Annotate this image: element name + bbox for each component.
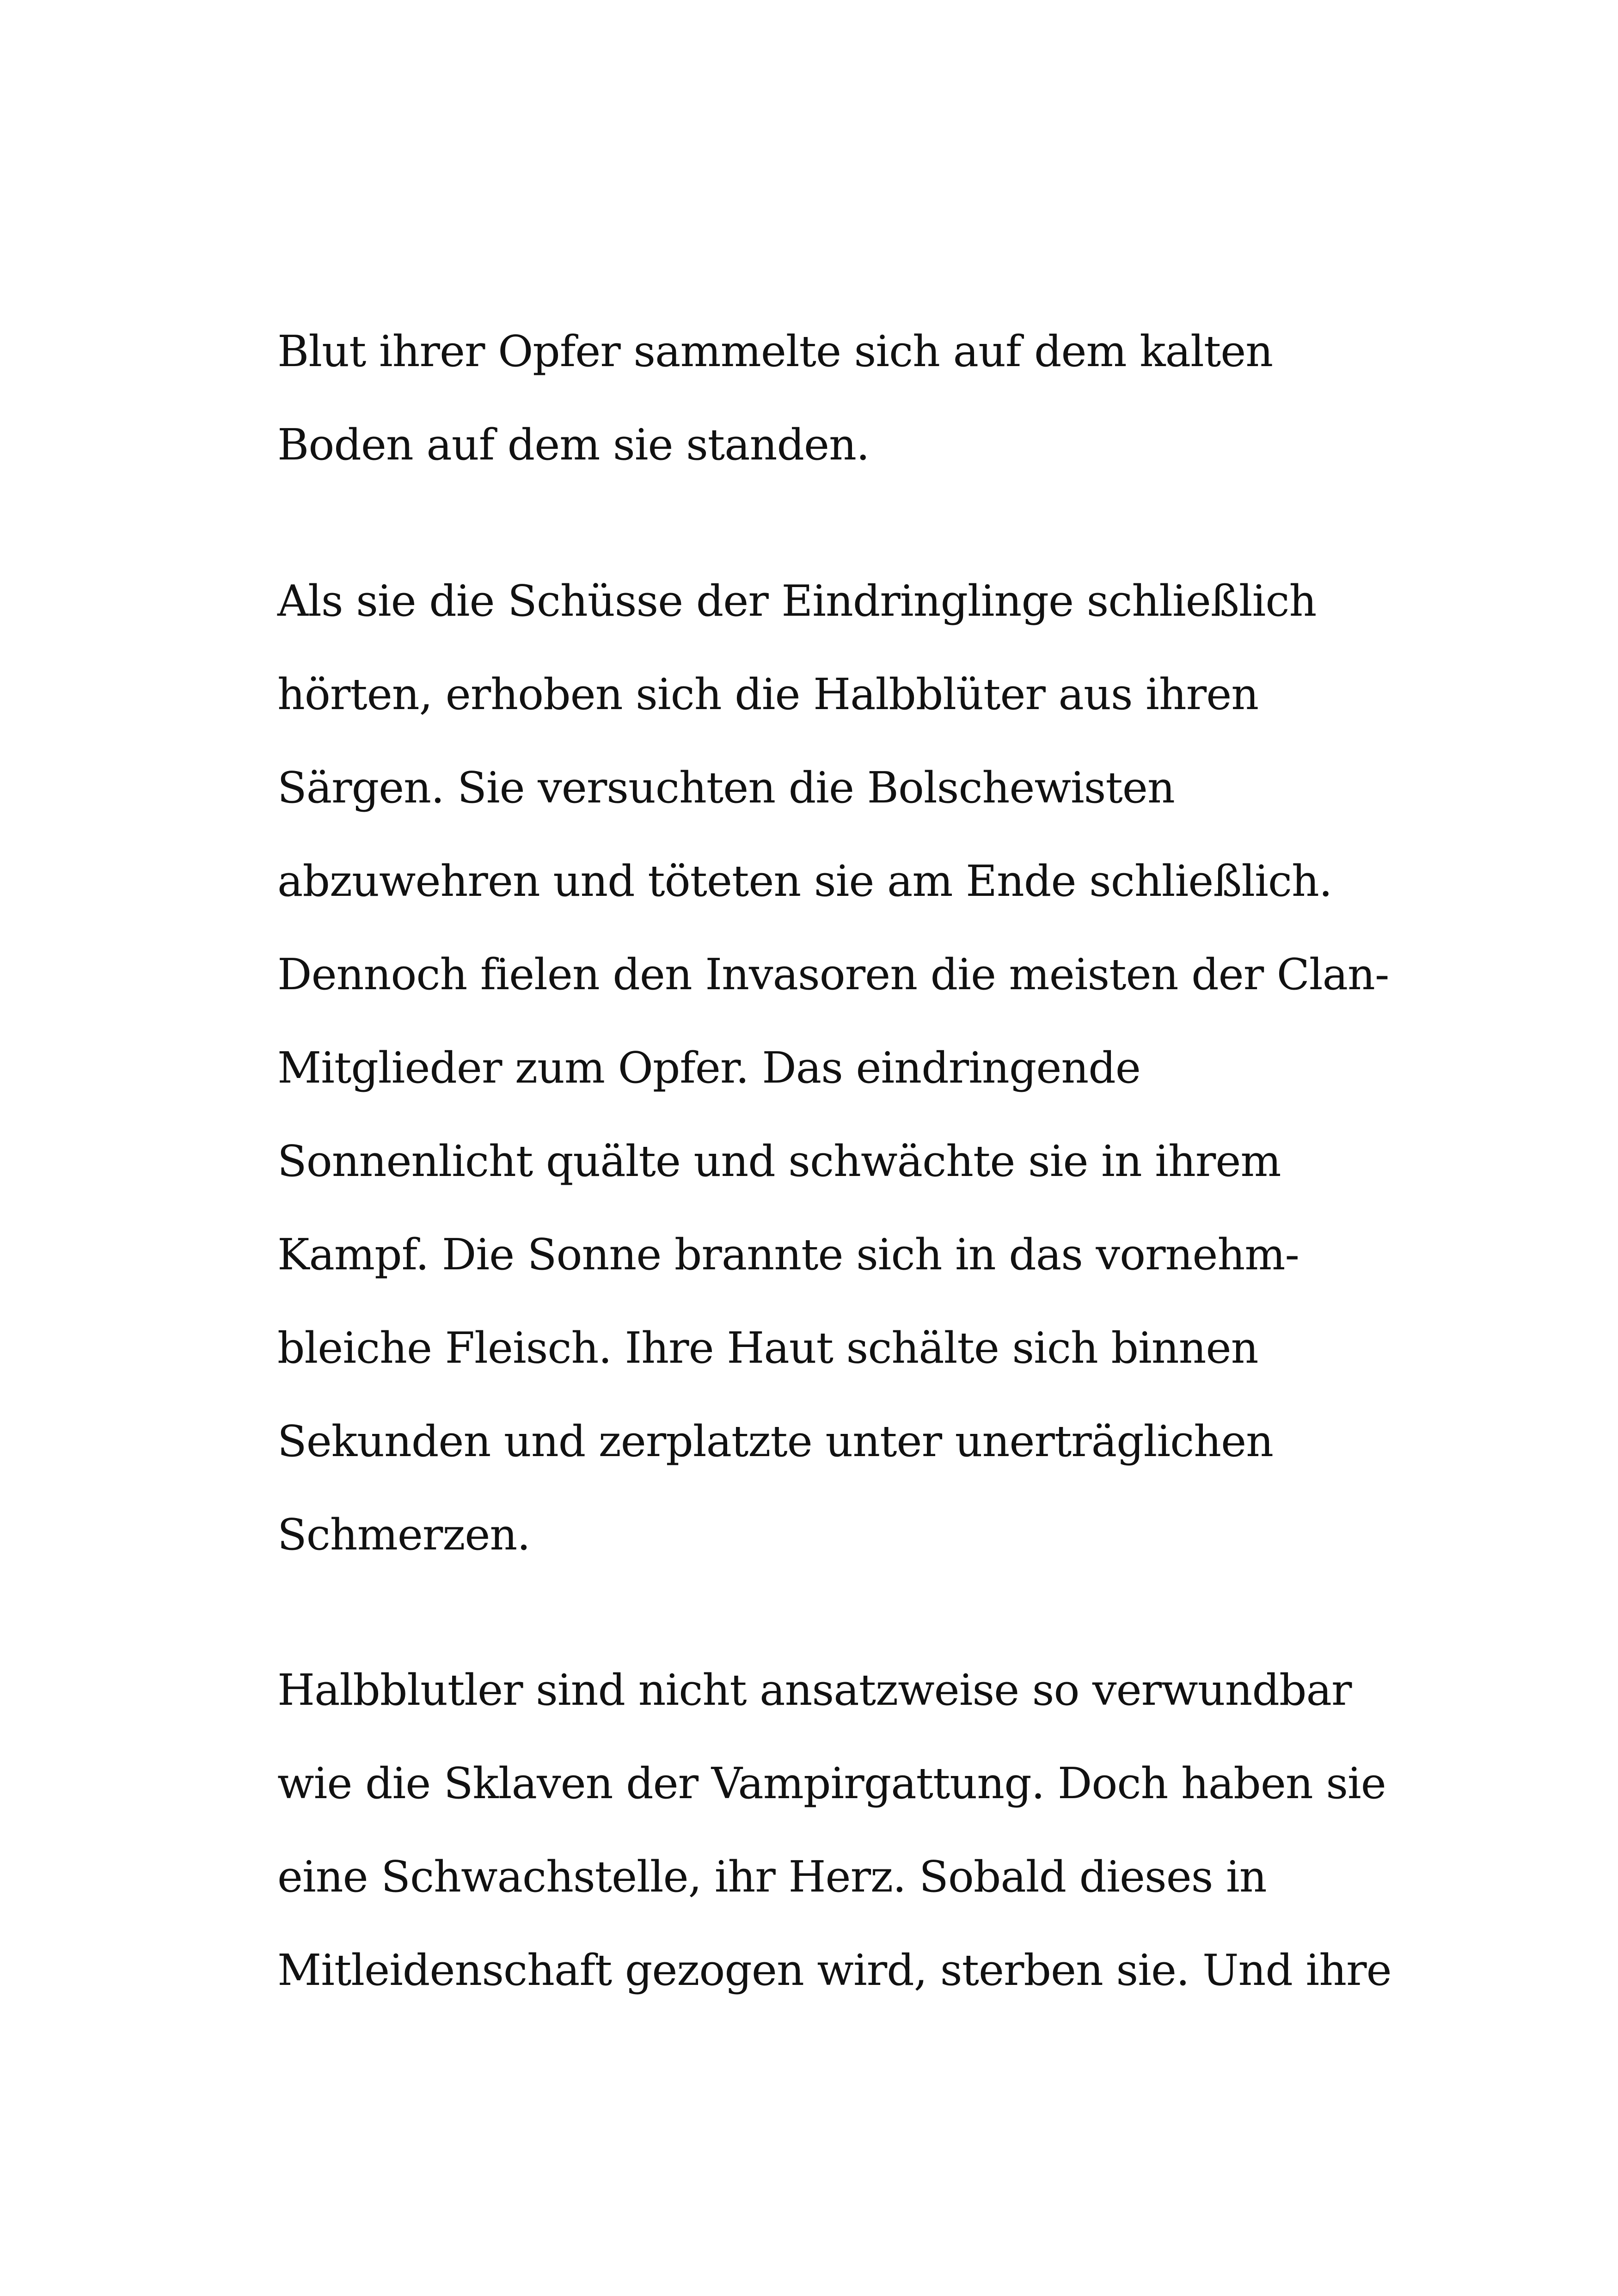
paragraph-2-line-7: Sonnenlicht quälte und schwächte sie in ihrem <box>277 1136 1281 1186</box>
paragraph-2-line-1: Als sie die Schüsse der Eindringlinge schließlich <box>277 576 1317 626</box>
paragraph-3-line-3: eine Schwachstelle, ihr Herz. Sobald dieses in <box>277 1852 1267 1902</box>
paragraph-2-line-2: hörten, erhoben sich die Halbblüter aus ihren <box>277 669 1259 719</box>
paragraph-3-line-4: Mitleidenschaft gezogen wird, sterben sie. Und ihre <box>277 1945 1391 1995</box>
paragraph-2-line-11: Schmerzen. <box>277 1510 530 1560</box>
paragraph-2-line-6: Mitglieder zum Opfer. Das eindringende <box>277 1043 1140 1093</box>
paragraph-3-line-1: Halbblutler sind nicht ansatzweise so verwundbar <box>277 1665 1352 1715</box>
paragraph-2-line-5: Dennoch fielen den Invasoren die meisten der Clan- <box>277 949 1389 999</box>
paragraph-1-line-2: Boden auf dem sie standen. <box>277 420 870 470</box>
paragraph-2-line-10: Sekunden und zerplatzte unter unerträglichen <box>277 1416 1274 1466</box>
paragraph-1-line-1: Blut ihrer Opfer sammelte sich auf dem kalten <box>277 326 1273 376</box>
paragraph-2-line-4: abzuwehren und töteten sie am Ende schließlich. <box>277 856 1332 906</box>
paragraph-3-line-2: wie die Sklaven der Vampirgattung. Doch haben sie <box>277 1758 1386 1808</box>
paragraph-2-line-8: Kampf. Die Sonne brannte sich in das vornehm- <box>277 1230 1299 1280</box>
paragraph-2-line-9: bleiche Fleisch. Ihre Haut schälte sich binnen <box>277 1323 1258 1373</box>
paragraph-2-line-3: Särgen. Sie versuchten die Bolschewisten <box>277 763 1175 813</box>
